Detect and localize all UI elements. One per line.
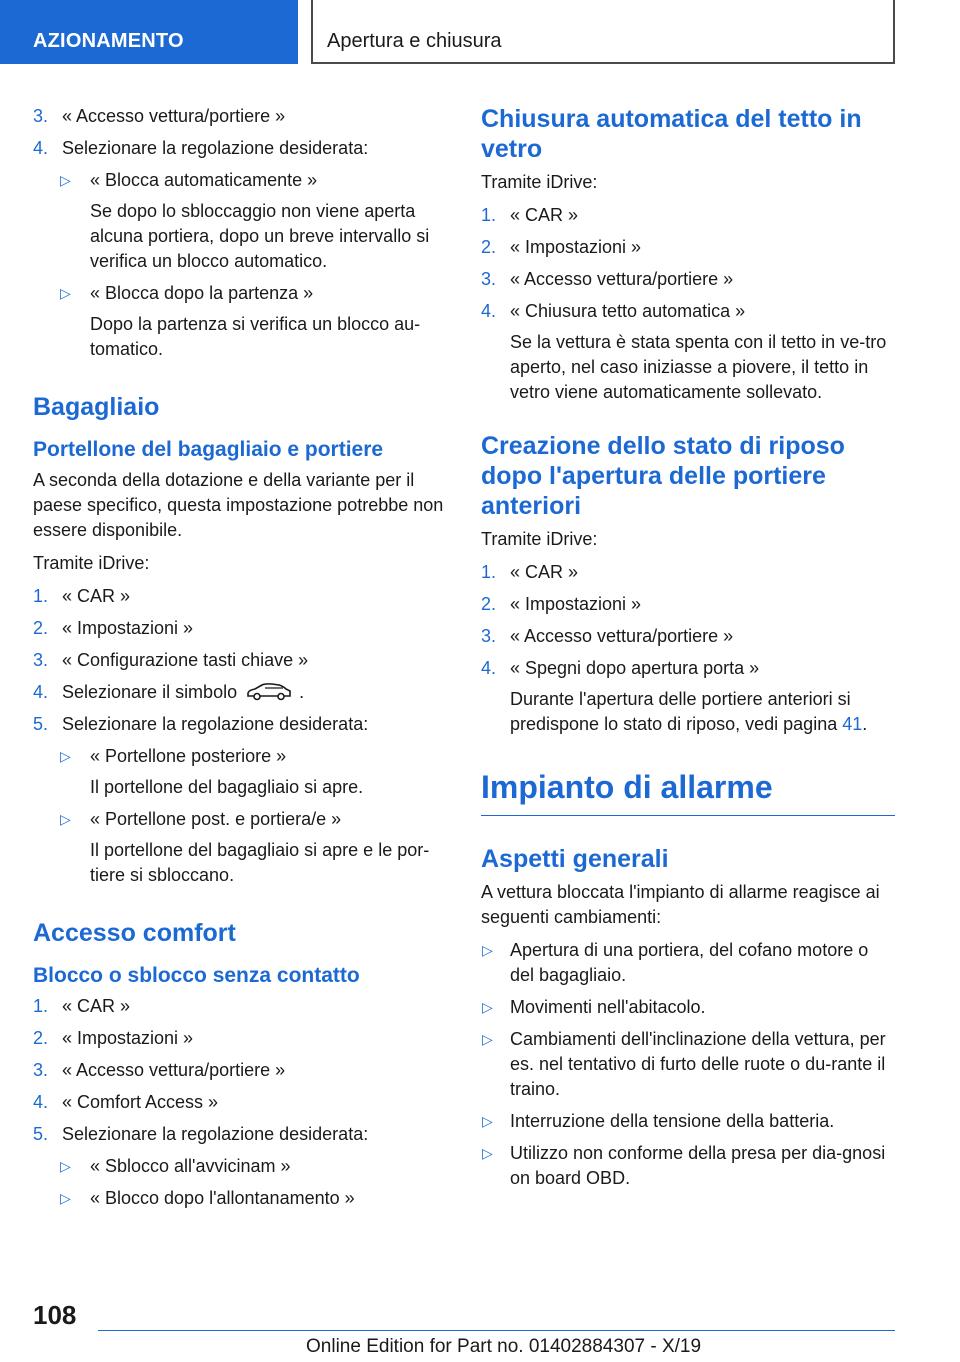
- triangle-right-icon: ▷: [60, 811, 71, 827]
- list-item: 4. « Comfort Access »: [33, 1092, 219, 1112]
- list-item: ▷ Cambiamenti dell'inclinazione della vettura, per es. nel tentativo di furto delle ruote o du-rante il traino.: [482, 1029, 886, 1099]
- list-item: 3. « Accesso vettura/portiere »: [33, 1060, 286, 1080]
- triangle-right-icon: ▷: [60, 1158, 71, 1174]
- list-item: 4. Selezionare il simbolo .: [33, 682, 305, 702]
- heading-bagagliaio: Bagagliaio: [33, 393, 160, 421]
- subheading-aspetti-generali: Aspetti generali: [481, 845, 669, 873]
- right-column: [481, 104, 895, 1198]
- list-item: 5. Selezionare la regolazione desiderata:: [33, 1124, 369, 1144]
- item-description: Se la vettura è stata spenta con il tetto in ve-tro aperto, nel caso iniziasse a piovere, il tetto in vetro viene automaticamente sollevato.: [510, 332, 887, 402]
- paragraph: A vettura bloccata l'impianto di allarme reagisce ai seguenti cambiamenti:: [481, 882, 880, 927]
- subheading-blocco: Blocco o sblocco senza contatto: [33, 964, 360, 987]
- list-item: 2. « Impostazioni »: [481, 594, 642, 614]
- list-item: 1. « CAR »: [481, 562, 579, 582]
- list-item: 3. « Configurazione tasti chiave »: [33, 650, 309, 670]
- heading-impianto-allarme: Impianto di allarme: [481, 767, 895, 816]
- sub-option: ▷ « Portellone post. e portiera/e » Il portellone del bagagliaio si apre e le por-tiere si sbloccano.: [60, 809, 430, 885]
- left-column: [33, 104, 453, 1218]
- footer-edition: Online Edition for Part no. 01402884307 - X/19: [306, 1336, 702, 1357]
- list-item: 1. « CAR »: [33, 586, 131, 606]
- triangle-right-icon: ▷: [60, 172, 71, 188]
- list-item: 1. « CAR »: [33, 996, 131, 1016]
- list-item: ▷ Movimenti nell'abitacolo.: [481, 995, 895, 1020]
- chapter-title: Apertura e chiusura: [311, 0, 895, 64]
- triangle-right-icon: ▷: [482, 942, 493, 958]
- via-idrive: Tramite iDrive:: [481, 172, 598, 192]
- heading-stato-riposo: Creazione dello stato di riposo dopo l'apertura delle portiere anteriori: [481, 432, 845, 520]
- list-item: 2. « Impostazioni »: [33, 1028, 194, 1048]
- sub-option: ▷ « Blocca automaticamente » Se dopo lo sbloccaggio non viene aperta alcuna portiera, dopo un breve intervallo si verifica un blocco automatico.: [60, 170, 430, 271]
- list-item: 3. « Accesso vettura/portiere »: [33, 106, 286, 126]
- sub-option: ▷ « Blocca dopo la partenza » Dopo la partenza si verifica un blocco au-tomatico.: [60, 283, 421, 359]
- page-link[interactable]: 41: [842, 714, 863, 734]
- triangle-right-icon: ▷: [60, 285, 71, 301]
- triangle-right-icon: ▷: [482, 1145, 493, 1161]
- paragraph: A seconda della dotazione e della variante per il paese specifico, questa impostazione potrebbe non essere disponibile.: [33, 470, 444, 540]
- triangle-right-icon: ▷: [482, 1031, 493, 1047]
- sub-option: ▷ « Blocco dopo l'allontanamento »: [33, 1186, 453, 1211]
- via-idrive: Tramite iDrive:: [33, 553, 150, 573]
- list-item: 3. « Accesso vettura/portiere »: [481, 626, 734, 646]
- list-item: ▷ Utilizzo non conforme della presa per dia-gnosi on board OBD.: [482, 1143, 886, 1188]
- list-item: 5. Selezionare la regolazione desiderata:: [33, 714, 369, 734]
- page-number: 108: [33, 1300, 77, 1330]
- sub-option: ▷ « Portellone posteriore » Il portellone del bagagliaio si apre.: [60, 746, 364, 797]
- footer-divider: [98, 1330, 895, 1331]
- via-idrive: Tramite iDrive:: [481, 529, 598, 549]
- triangle-right-icon: ▷: [482, 1113, 493, 1129]
- list-item: 4. Selezionare la regolazione desiderata:: [33, 138, 369, 158]
- heading-accesso-comfort: Accesso comfort: [33, 919, 236, 947]
- triangle-right-icon: ▷: [482, 999, 493, 1015]
- heading-chiusura-tetto: Chiusura automatica del tetto in vetro: [481, 105, 862, 163]
- list-item: ▷ Interruzione della tensione della batteria.: [481, 1109, 895, 1134]
- list-item: 4. « Spegni dopo apertura porta » Durante l'apertura delle portiere anteriori si predispone lo stato di riposo, vedi pagina 41.: [481, 656, 895, 737]
- item-description: Durante l'apertura delle portiere anteriori si predispone lo stato di riposo, vedi pagina 41.: [510, 689, 868, 734]
- section-tab: AZIONAMENTO: [0, 0, 298, 64]
- list-item: 3. « Accesso vettura/portiere »: [481, 269, 734, 289]
- triangle-right-icon: ▷: [60, 748, 71, 764]
- car-symbol-icon: [245, 682, 293, 702]
- subheading-portellone: Portellone del bagagliaio e portiere: [33, 438, 384, 461]
- list-item: 2. « Impostazioni »: [33, 618, 194, 638]
- sub-option: ▷ « Sblocco all'avvicinam »: [33, 1154, 453, 1179]
- list-item: 2. « Impostazioni »: [481, 237, 642, 257]
- list-item: ▷ Apertura di una portiera, del cofano motore o del bagagliaio.: [482, 940, 869, 985]
- list-item: 1. « CAR »: [481, 205, 579, 225]
- list-item: 4. « Chiusura tetto automatica » Se la vettura è stata spenta con il tetto in ve-tro aperto, nel caso iniziasse a piovere, il tetto in vetro viene automaticamente sollevato.: [481, 299, 895, 405]
- triangle-right-icon: ▷: [60, 1190, 71, 1206]
